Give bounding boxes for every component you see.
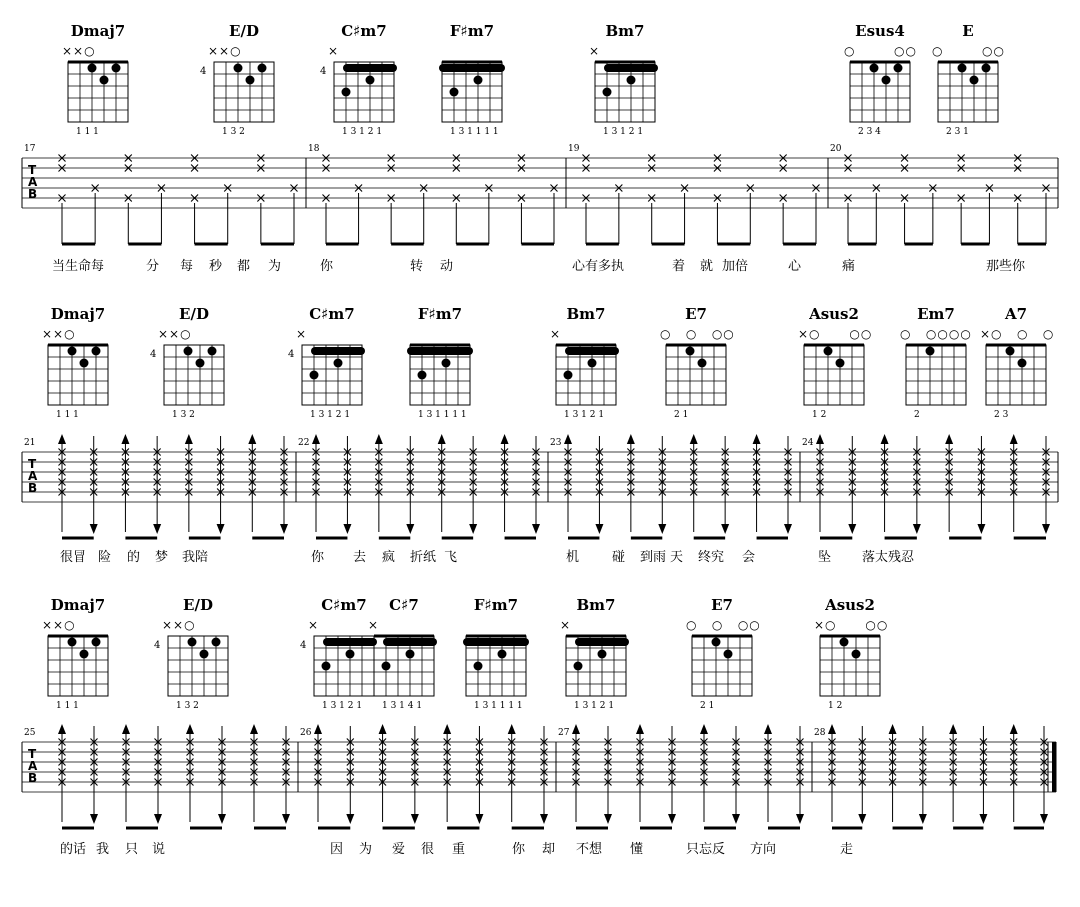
system-2-chord-5-fingers: 1 3 1 2 1 xyxy=(564,410,605,420)
system-3-chord-2-name: E/D xyxy=(183,596,213,614)
system-2-tab-letter: A xyxy=(28,469,38,483)
system-3-chord-7-grid xyxy=(692,636,752,696)
system-2-strum-down-arrow xyxy=(90,524,98,534)
system-2-chord-9-grid xyxy=(986,345,1046,405)
system-2-chord-8-open-muted: ○ ○○○○ xyxy=(900,327,972,341)
system-1-chord-7-finger-dot xyxy=(970,76,979,85)
system-2-strum-down-arrow xyxy=(1042,524,1050,534)
system-3-chord-4-fingers: 1 3 1 4 1 xyxy=(382,701,423,711)
system-2-chord-6-open-muted: ○ ○ ○○ xyxy=(660,327,735,341)
system-3-lyric: 爱 xyxy=(392,842,406,857)
system-2-strum-down-arrow xyxy=(280,524,288,534)
system-2-strum-up-arrow xyxy=(816,434,824,444)
system-2-lyric: 到雨 xyxy=(640,550,667,565)
system-2-lyric: 会 xyxy=(742,550,756,565)
system-2-chord-3-fingers: 1 3 1 2 1 xyxy=(310,410,351,420)
system-3-chord-3-finger-dot xyxy=(346,650,355,659)
system-1-lyric: 你 xyxy=(320,259,334,274)
system-2-chord-2-open-muted: ××○ xyxy=(158,327,192,341)
system-1-chord-5-barre xyxy=(604,64,658,72)
system-3-chord-5-name: F♯m7 xyxy=(473,596,519,614)
system-2-strum-down-arrow xyxy=(913,524,921,534)
system-1-chord-1-name: Dmaj7 xyxy=(70,22,126,40)
system-3-chord-6-name: Bm7 xyxy=(576,596,616,614)
system-3-chord-7-finger-dot xyxy=(724,650,733,659)
system-3-chord-6-finger-dot xyxy=(598,650,607,659)
system-2-strum-up-arrow xyxy=(627,434,635,444)
system-2-chord-9-finger-dot xyxy=(1018,359,1027,368)
system-1-chord-4-barre xyxy=(439,64,505,72)
system-2-chord-4-fingers: 1 3 1 1 1 1 xyxy=(418,410,467,420)
system-1-lyric: 加倍 xyxy=(722,259,749,274)
system-2-chord-1-finger-dot xyxy=(68,347,77,356)
system-3-lyric: 我 xyxy=(96,842,110,857)
system-3-strum-down-arrow xyxy=(858,814,866,824)
system-2-chord-1-open-muted: ××○ xyxy=(42,327,76,341)
system-2-lyric: 我陪 xyxy=(182,550,209,565)
system-3-lyric: 你 xyxy=(512,842,526,857)
system-3-strum-down-arrow xyxy=(732,814,740,824)
system-1-lyric: 动 xyxy=(440,259,454,274)
system-3-lyric: 的话 xyxy=(60,842,87,857)
system-1-chord-6-open-muted: ○ ○○ xyxy=(844,44,917,58)
system-3-chord-3-finger-dot xyxy=(322,662,331,671)
system-2-chord-8-finger-dot xyxy=(926,347,935,356)
system-3-bar-number: 25 xyxy=(24,728,36,738)
system-2-strum-up-arrow xyxy=(121,434,129,444)
system-3-bar-number: 27 xyxy=(558,728,570,738)
system-1-chord-2-fret: 4 xyxy=(200,66,207,77)
system-2-chord-7-fingers: 1 2 xyxy=(812,410,827,420)
system-2-chord-1-finger-dot xyxy=(92,347,101,356)
system-3-chord-6-barre xyxy=(575,638,629,646)
system-2-strum-down-arrow xyxy=(406,524,414,534)
system-2-strum-up-arrow xyxy=(564,434,572,444)
system-1-chord-4-fingers: 1 3 1 1 1 1 xyxy=(450,127,499,137)
system-1-lyric: 就 xyxy=(700,259,714,274)
system-2-chord-9-open-muted: ×○ ○ ○ xyxy=(980,327,1055,341)
system-3-lyric: 走 xyxy=(840,842,854,857)
system-3-strum-up-arrow xyxy=(379,724,387,734)
system-1-chord-1-open-muted: ××○ xyxy=(62,44,96,58)
system-3-strum-down-arrow xyxy=(218,814,226,824)
system-1-bar-number: 17 xyxy=(24,144,36,154)
system-2-chord-7-grid xyxy=(804,345,864,405)
system-2-chord-8-fingers: 2 xyxy=(914,410,920,420)
system-1-chord-6-fingers: 2 3 4 xyxy=(858,127,881,137)
system-1-chord-3-name: C♯m7 xyxy=(341,22,387,40)
system-2-chord-6-finger-dot xyxy=(698,359,707,368)
system-1-chord-3-fingers: 1 3 1 2 1 xyxy=(342,127,383,137)
system-1-chord-2-name: E/D xyxy=(229,22,259,40)
system-2-lyric: 落太 xyxy=(862,550,889,565)
system-1-chord-6-finger-dot xyxy=(894,64,903,73)
system-3-strum-down-arrow xyxy=(604,814,612,824)
system-3-lyric: 为 xyxy=(359,842,373,857)
system-2-chord-3-finger-dot xyxy=(334,359,343,368)
system-2-lyric: 机 xyxy=(566,550,580,565)
system-3-chord-8-finger-dot xyxy=(840,638,849,647)
system-1-tab-letter: B xyxy=(28,187,38,201)
system-1-tab-letter: T xyxy=(28,163,37,177)
system-2-chord-3-open-muted: × xyxy=(296,327,308,341)
system-3-strum-up-arrow xyxy=(250,724,258,734)
system-1-chord-3-fret: 4 xyxy=(320,66,327,77)
system-2-strum-up-arrow xyxy=(690,434,698,444)
system-3-chord-3-name: C♯m7 xyxy=(321,596,367,614)
system-2-lyric: 飞 xyxy=(444,550,458,565)
system-1-lyric: 着 xyxy=(672,259,686,274)
system-1-chord-5-name: Bm7 xyxy=(605,22,645,40)
system-1-chord-5-open-muted: × xyxy=(589,44,601,58)
system-2-strum-up-arrow xyxy=(881,434,889,444)
system-3-chord-1-fingers: 1 1 1 xyxy=(56,701,79,711)
final-barline xyxy=(1052,742,1056,792)
system-2-strum-down-arrow xyxy=(217,524,225,534)
system-1-chord-3-finger-dot xyxy=(342,88,351,97)
system-2-chord-6-fingers: 2 1 xyxy=(674,410,689,420)
system-2-chord-8-grid xyxy=(906,345,966,405)
system-3-chord-4-finger-dot xyxy=(382,662,391,671)
system-2-strum-up-arrow xyxy=(58,434,66,444)
system-3-lyric: 因 xyxy=(330,842,344,857)
system-2-lyric: 折纸 xyxy=(410,550,437,565)
system-3-lyric: 说 xyxy=(152,842,166,857)
system-1-lyric: 都 xyxy=(237,259,251,274)
system-3-chord-2-fingers: 1 3 2 xyxy=(176,701,199,711)
system-2-chord-2-fingers: 1 3 2 xyxy=(172,410,195,420)
system-2-lyric: 去 xyxy=(353,550,367,565)
system-2-lyric: 你 xyxy=(311,550,325,565)
system-3-chord-6-finger-dot xyxy=(574,662,583,671)
system-1-tab-letter: A xyxy=(28,175,38,189)
system-1-chord-5-fingers: 1 3 1 2 1 xyxy=(603,127,644,137)
system-3-strum-up-arrow xyxy=(58,724,66,734)
system-3-lyric: 懂 xyxy=(630,842,644,857)
system-3-lyric: 重 xyxy=(452,842,466,857)
system-2-strum-up-arrow xyxy=(248,434,256,444)
system-2-bar-number: 23 xyxy=(550,438,562,448)
system-1-chord-7-open-muted: ○ ○○ xyxy=(932,44,1005,58)
system-2-tab-letter: T xyxy=(28,457,37,471)
system-2-chord-3-barre xyxy=(311,347,365,355)
system-3-strum-up-arrow xyxy=(122,724,130,734)
system-3-strum-up-arrow xyxy=(508,724,516,734)
system-1-lyric: 心 xyxy=(788,259,802,274)
system-2-strum-down-arrow xyxy=(784,524,792,534)
system-3-lyric: 却 xyxy=(542,842,556,857)
system-1-lyric: 那些你 xyxy=(986,259,1026,274)
system-2-lyric: 终究 xyxy=(698,550,725,565)
system-3-chord-7-open-muted: ○ ○ ○○ xyxy=(686,618,761,632)
system-2-strum-down-arrow xyxy=(977,524,985,534)
system-2-chord-4-name: F♯m7 xyxy=(417,305,463,323)
system-1-lyric: 转 xyxy=(410,259,424,274)
system-2-strum-up-arrow xyxy=(312,434,320,444)
system-3-chord-7-name: E7 xyxy=(711,596,733,614)
system-3-chord-8-fingers: 1 2 xyxy=(828,701,843,711)
system-3-strum-down-arrow xyxy=(346,814,354,824)
system-2-chord-5-name: Bm7 xyxy=(566,305,606,323)
system-1-lyric: 心有多执 xyxy=(572,259,625,274)
system-3-chord-1-finger-dot xyxy=(92,638,101,647)
system-1-chord-7-fingers: 2 3 1 xyxy=(946,127,969,137)
system-2-chord-9-finger-dot xyxy=(1006,347,1015,356)
system-3-chord-2-fret: 4 xyxy=(154,640,161,651)
system-2-strum-down-arrow xyxy=(848,524,856,534)
system-2-strum-up-arrow xyxy=(753,434,761,444)
system-2-strum-up-arrow xyxy=(501,434,509,444)
system-1-chord-1-finger-dot xyxy=(88,64,97,73)
system-2-lyric: 疯 xyxy=(382,550,396,565)
system-1-bar-number: 19 xyxy=(568,144,580,154)
system-2-chord-6-finger-dot xyxy=(686,347,695,356)
system-3-lyric: 只忘反 xyxy=(686,842,726,857)
system-2-strum-down-arrow xyxy=(721,524,729,534)
system-2-chord-1-fingers: 1 1 1 xyxy=(56,410,79,420)
system-1-chord-6-finger-dot xyxy=(882,76,891,85)
system-2-lyric: 的 xyxy=(127,550,141,565)
system-1-bar-number: 20 xyxy=(830,144,842,154)
system-1-chord-2-finger-dot xyxy=(258,64,267,73)
system-3-strum-down-arrow xyxy=(1040,814,1048,824)
system-2-strum-down-arrow xyxy=(469,524,477,534)
system-1-chord-4-finger-dot xyxy=(474,76,483,85)
system-3-chord-3-barre xyxy=(323,638,377,646)
system-2-chord-5-finger-dot xyxy=(564,371,573,380)
system-3-strum-down-arrow xyxy=(979,814,987,824)
system-2-strum-down-arrow xyxy=(658,524,666,534)
system-2-bar-number: 24 xyxy=(802,438,814,448)
system-2-chord-7-finger-dot xyxy=(836,359,845,368)
system-3-chord-5-finger-dot xyxy=(474,662,483,671)
system-1-chord-3-open-muted: × xyxy=(328,44,340,58)
system-3-strum-down-arrow xyxy=(919,814,927,824)
system-3-strum-down-arrow xyxy=(475,814,483,824)
system-2-strum-up-arrow xyxy=(438,434,446,444)
system-3-bar-number: 26 xyxy=(300,728,312,738)
system-2-chord-2-finger-dot xyxy=(196,359,205,368)
system-1-chord-5-finger-dot xyxy=(603,88,612,97)
system-1-chord-2-fingers: 1 3 2 xyxy=(222,127,245,137)
system-3-chord-3-open-muted: × xyxy=(308,618,320,632)
system-2-strum-up-arrow xyxy=(1010,434,1018,444)
system-1-chord-7-name: E xyxy=(962,22,974,40)
system-2-chord-5-finger-dot xyxy=(588,359,597,368)
system-3-bar-number: 28 xyxy=(814,728,826,738)
system-2-strum-down-arrow xyxy=(595,524,603,534)
system-1-chord-2-finger-dot xyxy=(234,64,243,73)
system-3-strum-down-arrow xyxy=(540,814,548,824)
system-3-strum-down-arrow xyxy=(411,814,419,824)
system-2-chord-7-finger-dot xyxy=(824,347,833,356)
system-3-chord-4-finger-dot xyxy=(406,650,415,659)
system-1-chord-5-finger-dot xyxy=(627,76,636,85)
system-2-bar-number: 22 xyxy=(298,438,310,448)
system-3-lyric: 很 xyxy=(421,842,435,857)
system-2-lyric: 残忍 xyxy=(888,550,915,565)
system-2-lyric: 很冒 xyxy=(60,550,87,565)
system-2-chord-2-finger-dot xyxy=(208,347,217,356)
system-3-tab-letter: A xyxy=(28,759,38,773)
system-2-tab-letter: B xyxy=(28,481,38,495)
system-3-lyric: 不想 xyxy=(576,842,603,857)
system-1-lyric: 当生命每 xyxy=(52,259,105,274)
system-3-chord-4-open-muted: × xyxy=(368,618,380,632)
system-3-chord-1-open-muted: ××○ xyxy=(42,618,76,632)
system-2-chord-1-name: Dmaj7 xyxy=(50,305,106,323)
system-2-chord-5-barre xyxy=(565,347,619,355)
system-3-strum-up-arrow xyxy=(186,724,194,734)
system-3-chord-4-barre xyxy=(383,638,437,646)
system-2-lyric: 坠 xyxy=(818,550,832,565)
system-3-tab-letter: B xyxy=(28,771,38,785)
system-2-chord-1-finger-dot xyxy=(80,359,89,368)
system-3-chord-6-open-muted: × xyxy=(560,618,572,632)
system-1-chord-2-finger-dot xyxy=(246,76,255,85)
system-1-chord-3-barre xyxy=(343,64,397,72)
system-3-chord-7-fingers: 2 1 xyxy=(700,701,715,711)
system-3-lyric: 方向 xyxy=(750,842,777,857)
system-3-strum-down-arrow xyxy=(668,814,676,824)
system-3-chord-3-fingers: 1 3 1 2 1 xyxy=(322,701,363,711)
system-1-lyric: 秒 xyxy=(209,259,223,274)
system-1-chord-6-name: Esus4 xyxy=(855,22,905,40)
system-3-strum-up-arrow xyxy=(314,724,322,734)
system-3-strum-up-arrow xyxy=(572,724,580,734)
system-1-chord-6-finger-dot xyxy=(870,64,879,73)
system-2-chord-6-grid xyxy=(666,345,726,405)
system-3-chord-6-fingers: 1 3 1 2 1 xyxy=(574,701,615,711)
system-2-strum-up-arrow xyxy=(375,434,383,444)
system-3-strum-up-arrow xyxy=(764,724,772,734)
system-2-chord-4-barre xyxy=(407,347,473,355)
system-2-lyric: 险 xyxy=(98,550,112,565)
system-1-lyric: 痛 xyxy=(842,259,856,274)
system-1-chord-4-finger-dot xyxy=(450,88,459,97)
system-3-tab-letter: T xyxy=(28,747,37,761)
system-2-strum-down-arrow xyxy=(343,524,351,534)
system-1-chord-4-name: F♯m7 xyxy=(449,22,495,40)
system-3-strum-down-arrow xyxy=(90,814,98,824)
system-2-chord-7-name: Asus2 xyxy=(809,305,859,323)
system-2-strum-down-arrow xyxy=(153,524,161,534)
system-2-chord-3-finger-dot xyxy=(310,371,319,380)
system-3-strum-down-arrow xyxy=(154,814,162,824)
system-3-chord-8-finger-dot xyxy=(852,650,861,659)
system-1-bar-number: 18 xyxy=(308,144,320,154)
system-3-strum-up-arrow xyxy=(949,724,957,734)
system-3-strum-up-arrow xyxy=(889,724,897,734)
system-2-chord-6-name: E7 xyxy=(685,305,707,323)
system-3-chord-5-fingers: 1 3 1 1 1 1 xyxy=(474,701,523,711)
system-3-chord-4-name: C♯7 xyxy=(389,596,419,614)
system-3-chord-1-finger-dot xyxy=(68,638,77,647)
system-3-chord-5-finger-dot xyxy=(498,650,507,659)
system-3-chord-2-finger-dot xyxy=(212,638,221,647)
system-2-chord-4-finger-dot xyxy=(418,371,427,380)
system-3-chord-7-finger-dot xyxy=(712,638,721,647)
system-1-lyric: 为 xyxy=(268,259,282,274)
system-3-chord-3-fret: 4 xyxy=(300,640,307,651)
system-2-lyric: 天 xyxy=(670,550,684,565)
system-2-chord-2-finger-dot xyxy=(184,347,193,356)
system-3-strum-down-arrow xyxy=(796,814,804,824)
system-1-chord-7-finger-dot xyxy=(982,64,991,73)
system-3-lyric: 只 xyxy=(125,842,139,857)
system-1-lyric: 每 xyxy=(180,259,194,274)
system-3-chord-8-open-muted: ×○ ○○ xyxy=(814,618,889,632)
system-2-lyric: 碰 xyxy=(612,550,626,565)
system-3-chord-2-finger-dot xyxy=(200,650,209,659)
system-3-strum-up-arrow xyxy=(636,724,644,734)
system-3-chord-2-finger-dot xyxy=(188,638,197,647)
system-2-strum-up-arrow xyxy=(185,434,193,444)
system-2-strum-up-arrow xyxy=(945,434,953,444)
system-3-chord-1-name: Dmaj7 xyxy=(50,596,106,614)
system-2-strum-down-arrow xyxy=(532,524,540,534)
system-1-chord-7-finger-dot xyxy=(958,64,967,73)
system-1-chord-2-open-muted: ××○ xyxy=(208,44,242,58)
system-2-chord-9-fingers: 2 3 xyxy=(994,410,1009,420)
system-2-chord-4-finger-dot xyxy=(442,359,451,368)
system-3-strum-up-arrow xyxy=(443,724,451,734)
system-2-chord-3-name: C♯m7 xyxy=(309,305,355,323)
system-3-chord-1-finger-dot xyxy=(80,650,89,659)
system-2-chord-3-fret: 4 xyxy=(288,349,295,360)
system-2-chord-7-open-muted: ×○ ○○ xyxy=(798,327,873,341)
system-2-chord-9-name: A7 xyxy=(1004,305,1028,323)
system-1-chord-1-finger-dot xyxy=(100,76,109,85)
system-2-chord-8-name: Em7 xyxy=(917,305,955,323)
system-3-chord-2-open-muted: ××○ xyxy=(162,618,196,632)
system-2-chord-2-name: E/D xyxy=(179,305,209,323)
system-3-chord-5-barre xyxy=(463,638,529,646)
system-1-chord-1-finger-dot xyxy=(112,64,121,73)
system-2-bar-number: 21 xyxy=(24,438,36,448)
system-1-chord-3-finger-dot xyxy=(366,76,375,85)
system-3-chord-8-name: Asus2 xyxy=(825,596,875,614)
system-1-lyric: 分 xyxy=(146,259,160,274)
system-3-strum-down-arrow xyxy=(282,814,290,824)
system-3-strum-up-arrow xyxy=(1010,724,1018,734)
system-3-chord-8-grid xyxy=(820,636,880,696)
system-2-chord-2-fret: 4 xyxy=(150,349,157,360)
system-2-chord-5-open-muted: × xyxy=(550,327,562,341)
system-3-strum-up-arrow xyxy=(700,724,708,734)
system-2-lyric: 梦 xyxy=(155,550,169,565)
system-3-strum-up-arrow xyxy=(828,724,836,734)
system-1-chord-1-fingers: 1 1 1 xyxy=(76,127,99,137)
